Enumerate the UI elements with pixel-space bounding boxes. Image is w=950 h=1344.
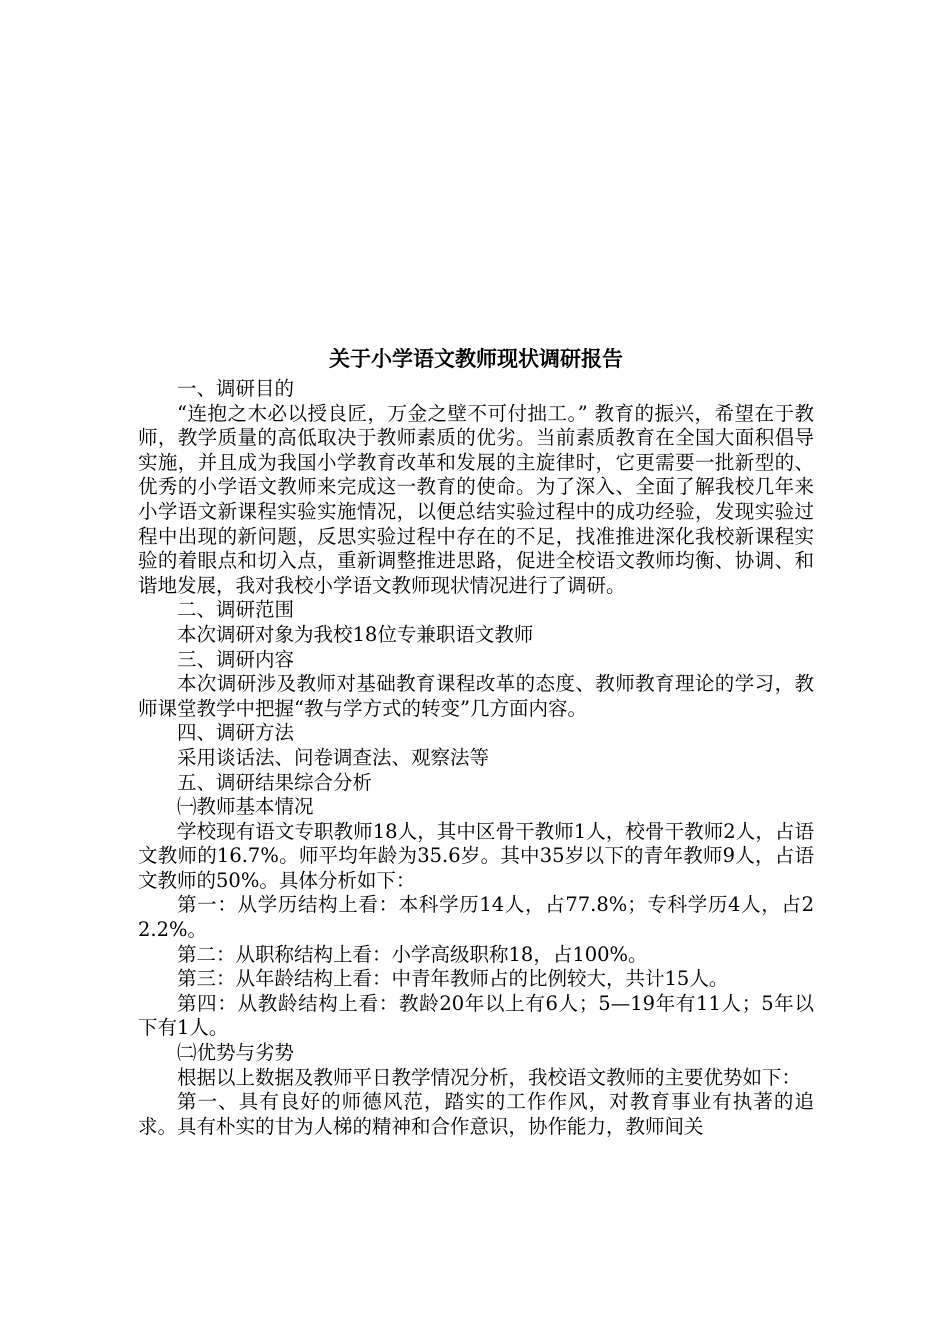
paragraph-scope: 本次调研对象为我校18位专兼职语文教师: [177, 622, 534, 646]
heading-scope: 二、调研范围: [177, 598, 295, 622]
heading-analysis: 五、调研结果综合分析: [177, 770, 373, 794]
document-page: [138, 345, 814, 1139]
paragraph-education: 第一：从学历结构上看：本科学历14人，占77.8%；专科学历4人，占22.2%。: [138, 893, 814, 942]
subheading-strengths-weaknesses: ㈡优势与劣势: [177, 1041, 295, 1065]
heading-content: 三、调研内容: [177, 647, 295, 671]
paragraph-teaching-years: 第四：从教龄结构上看：教龄20年以上有6人；5—19年有11人；5年以下有1人。: [138, 991, 814, 1040]
paragraph-strength-one: 第一、具有良好的师德风范，踏实的工作作风，对教育事业有执著的追求。具有朴实的甘为人梯的精神和合作意识，协作能力，教师间关: [138, 1090, 814, 1138]
paragraph-age: 第三：从年龄结构上看：中青年教师占的比例较大，共计15人。: [177, 967, 729, 991]
heading-purpose: 一、调研目的: [177, 377, 295, 400]
paragraph-strengths-intro: 根据以上数据及教师平日教学情况分析，我校语文教师的主要优势如下：: [177, 1065, 802, 1089]
paragraph-basic-info: 学校现有语文专职教师18人，其中区骨干教师1人，校骨干教师2人，占语文教师的16.7%。师平均年龄为35.6岁。其中35岁以下的青年教师9人，占语文教师的50%。具体分析如下：: [138, 819, 814, 892]
document-title: 关于小学语文教师现状调研报告: [329, 346, 623, 371]
heading-method: 四、调研方法: [177, 721, 295, 745]
paragraph-title-rank: 第二：从职称结构上看：小学高级职称18，占100%。: [177, 942, 648, 966]
paragraph-content: 本次调研涉及教师对基础教育课程改革的态度、教师教育理论的学习，教师课堂教学中把握“教与学方式的转变”几方面内容。: [138, 672, 814, 720]
subheading-basic-info: ㈠教师基本情况: [177, 795, 314, 819]
paragraph-method: 采用谈话法、问卷调查法、观察法等: [177, 745, 490, 769]
paragraph-purpose: “连抱之木必以授良匠，万金之壁不可付拙工。” 教育的振兴，希望在于教师，教学质量的高低取决于教师素质的优劣。当前素质教育在全国大面积倡导实施，并且成为我国小学教育改革和发展的主旋律时，它更需要一批新型的、优秀的小学语文教师来完成这一教育的使命。为了深入、全面了解我校几年来小学语文新课程实验实施情况，以便总结实验过程中的成功经验，发现实验过程中出现的新问题，反思实验过程中存在的不足，找准推进深化我校新课程实验的着眼点和切入点，重新调整推进思路，促进全校语文教师均衡、协调、和谐地发展，我对我校小学语文教师现状情况进行了调研。: [138, 401, 814, 597]
